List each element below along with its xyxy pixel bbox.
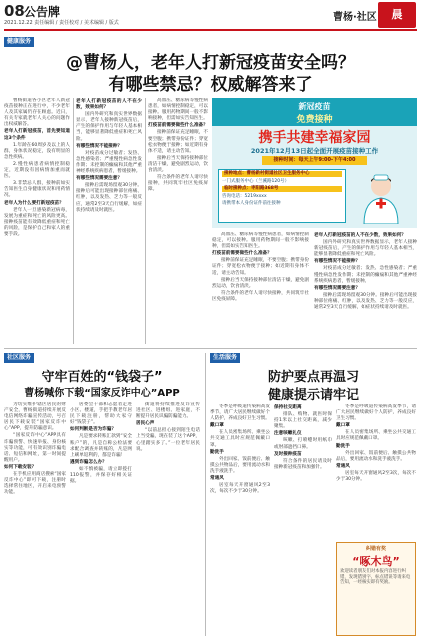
subheading: 戴口罩 [336,423,350,429]
paragraph: 1.年龄在60周岁及以上的人群，身体状况稳定，没有明显的急性疾病。 [4,142,70,160]
top-article-column-5 [314,232,417,344]
poster-info-box [218,169,346,223]
paragraph: 国内外研究和真实世界数据显示，老年人接种新冠疫苗后，产生的保护作用与年轻人基本相当，能够显著降低重症和死亡风险。 [314,240,417,258]
paragraph: 曹杨街道各小区老年人新冠疫苗接种正在进行中，不少老年人及其家属仍存在顾虑。近日，有关专家就老年人关心的问题作出权威解答。 [4,98,70,128]
paragraph: 接种后需现场留观30分钟。接种后可能出现接种部位疼痛、红肿，以及发热、乏力等一般反应，通常2至3天自行缓解，如症状持续请及时就医。 [314,292,417,311]
column-divider [145,98,146,344]
bottom-right-column-2 [274,404,332,636]
page-header [0,0,421,34]
paragraph: 3.非禁忌人群，接种前如实告知医生自身健康状况和用药情况。 [4,181,70,199]
paragraph: 老年人一旦感染新冠病毒，发展为重症和死亡的风险更高。接种疫苗能有效降低重症和死亡的风险，是保护自己和家人的重要手段。 [4,207,70,237]
paragraph: 街道将持续推进反诈宣传进社区、进楼组、进家庭，不断提升居民识骗防骗能力。 [136,402,200,420]
top-headline-line2: 有哪些禁忌？权威解答来了 [108,75,313,95]
poster-info-line: 一门式服务中心（兰溪路120号） [222,178,290,184]
page-number: 08 [4,2,25,20]
paragraph: 外出回家、饭前便后、触摸公共物品后，要用流动水和洗手液洗手。 [336,450,416,462]
paragraph: 排队、购物、就医时保持1米以上社交距离，减少聚集。 [274,412,332,430]
paragraph: 高血压、糖尿病等慢性病患者，如病情控制稳定，可以接种。服用药物期间一般不影响接种，但需如实告知医生。 [148,98,208,122]
subheading: 有哪些情况需要注意？ [76,176,122,182]
subheading: 常通风 [336,463,350,469]
paragraph: 符合条件的老年人请尽快接种，共同筑牢社区免疫屏障。 [212,290,309,302]
bottom-left-column-3 [136,402,200,636]
top-article-column-3 [148,98,208,344]
paragraph: “国家反诈中心”APP具有诈骗预警、快速举报、身份核实等功能，可有效识别诈骗电话、短信和网址，第一时间提醒用户。 [4,433,66,463]
vaccine-poster [212,98,417,228]
subheading: 有哪些情况不能接种？ [314,259,360,265]
paragraph: 冬季是呼吸道传染病高发季节，请广大居民继续做好个人防护，养成良好卫生习惯。 [336,404,416,422]
paragraph: 国内外研究和真实世界数据显示，老年人接种新冠疫苗后，产生的保护作用与年轻人基本相当，能够显著降低重症和死亡风险。 [76,112,142,142]
poster-info-line: 请携带本人身份证件前往接种 [222,201,281,207]
poster-banner [212,98,417,126]
poster-subtitle: 2021年12月13日起全面开展疫苗接种工作 [250,147,379,155]
bottom-left-headline-line1: 守牢百姓的“钱袋子” [41,370,163,385]
poster-banner-line2: 免费接种 [296,115,333,125]
proofreading-ad [336,542,416,636]
top-article-column-2 [76,98,142,344]
top-article-tag: 健康服务 [4,37,34,47]
brand-text: 曹杨·社区 [333,12,377,23]
paragraph: 在人员密集场所、乘坐公共交通工具时应规范佩戴口罩。 [210,430,270,448]
paragraph: 在手机应用商店搜索“国家反诈中心”即可下载，注册时选择常住地区，开启来电预警功能。 [4,472,66,496]
paragraph: 居室每天开窗通风2至3次，每次不少于30分钟。 [210,483,270,495]
bottom-right-tag: 生活服务 [210,353,240,363]
paragraph: 接种后需现场留观30分钟。接种后可能出现接种部位疼痛、红肿，以及发热、乏力等一般反应，通常2至3天自行缓解，如症状持续请及时就医。 [76,183,142,213]
paragraph: 如不慎被骗，请立即拨打110报警，并保存好相关证据。 [70,466,132,485]
poster-info-line: 临时接种点：枣阳路368号 [222,186,342,192]
paragraph: 外出回家、饭前便后、触摸公共物品后，要用流动水和洗手液洗手。 [210,456,270,474]
section-title: 公告牌 [24,5,61,19]
subheading: 如何下载安装？ [4,464,37,470]
subheading: 保持社交距离 [274,405,302,410]
bottom-right-headline-line2: 健康提示请牢记 [267,388,359,403]
edition-info: 2021.12.22 责任编辑 / 责任校对 / 美术编辑 / 版式 [4,20,119,26]
bottom-left-tag: 社区服务 [4,353,34,363]
paragraph: 对疫苗成分过敏者；发热、急性感染者；严重慢性病急性发作期；未控制的癫痫和其他严重神经系统疾病患者，暂缓接种。 [314,266,417,284]
bottom-left-column-1 [4,402,66,636]
paragraph: 为切实维护辖区居民的财产安全，曹杨街道持续开展反电信网络诈骗宣传活动，号召居民下载安装“国家反诈中心”APP，提升防骗意识。 [4,402,66,432]
paragraph: 接种后当天保持接种部位清洁干燥，避免剧烈运动，饮食清淡。 [212,277,309,289]
bottom-right-column-3 [336,404,416,538]
subheading: 老年人打新冠疫苗，首先要知道这3个条件 [4,129,70,141]
brand-logo: 晨 [378,2,416,28]
subheading: 注意咳嗽礼仪 [274,431,302,437]
subheading: 常通风 [210,476,224,482]
subheading: 打疫苗前需要做些什么准备？ [212,251,272,257]
subheading: 老年人为什么要打新冠疫苗？ [4,200,64,206]
ad-top: 纠错有奖 [365,546,386,552]
ad-title: “啄木鸟” [352,555,400,568]
subheading: 勤洗手 [210,449,224,455]
subheading: 老年人打新冠疫苗的人不在少数，效果如何？ [76,99,142,111]
ad-body: 欢迎读者朋友们对本报内容进行纠错，发现错别字、标点错误等请来电告知，一经核实即有奖励。 [340,569,411,586]
paragraph: 2.慢性病患者病情控制稳定，近期没有因病情加重而就医。 [4,161,70,180]
paragraph: 高血压、糖尿病等慢性病患者，如病情控制稳定，可以接种。服用药物期间一般不影响接种，但需如实告知医生。 [212,232,309,250]
paragraph: 接种前保证充足睡眠，不要空腹；携带身份证件；穿宽松衣物便于接种；如近期有身体不适，请主动告知。 [148,130,208,154]
paragraph: 接种前保证充足睡眠，不要空腹；携带身份证件；穿宽松衣物便于接种；如近期有身体不适，请主动告知。 [212,258,309,276]
top-article-column-1 [4,98,70,344]
subheading: 及时接种疫苗 [274,451,302,457]
paragraph: 咳嗽、打喷嚏时用纸巾或肘部遮挡口鼻。 [274,438,332,450]
paragraph: 接种后当天保持接种部位清洁干燥，避免剧烈运动，饮食清淡。 [148,155,208,174]
subheading: 如何判断是否为诈骗？ [70,427,116,433]
poster-info-line: 接种地点：曹杨新村街道社区卫生服务中心 [222,171,342,177]
subheading: 戴口罩 [210,423,224,429]
subheading: 老年人打新冠疫苗的人不在少数，效果如何？ [314,233,406,238]
paragraph: 居委会干部和志愿者走进小区、楼道，手把手教老年居民下载注册，帮助大家守好“钱袋子”。 [70,402,132,426]
paragraph: 符合条件的老年人请尽快接种，共同筑牢社区免疫屏障。 [148,175,208,193]
paragraph: 对疫苗成分过敏者；发热、急性感染者；严重慢性病急性发作期；未控制的癫痫和其他严重神经系统疾病患者，暂缓接种。 [76,150,142,175]
subheading: 有哪些情况不能接种？ [76,143,122,149]
paragraph: 冬季是呼吸道传染病高发季节，请广大居民继续做好个人防护，养成良好卫生习惯。 [210,404,270,422]
paragraph: 在人员密集场所、乘坐公共交通工具时应规范佩戴口罩。 [336,430,416,442]
section-divider [4,348,417,349]
subheading: 勤洗手 [336,443,350,449]
subheading: 有哪些情况需要注意？ [314,285,360,291]
bottom-left-column-2 [70,402,132,636]
subheading: 遇到诈骗怎么办？ [70,459,107,465]
poster-title: 携手共建幸福家园 [258,130,371,146]
subheading: 打疫苗前需要做些什么准备？ [148,123,208,129]
bottom-right-column-1 [210,404,270,636]
poster-date-bar: 接种时间：每天上午9:00-下午4:00 [262,156,367,165]
poster-info-line: 咨询电话：5219xxxx [222,193,267,199]
subheading: 居民心声 [136,421,155,427]
bottom-right-headline-line1: 防护要点再温习 [267,370,359,385]
column-divider [205,353,206,636]
header-rule [4,29,417,31]
top-headline-line1: @曹杨人，老年人打新冠疫苗安全吗？ [66,53,355,73]
poster-banner-line1: 新冠疫苗 [298,102,331,111]
nurse-icon [352,172,410,224]
paragraph: 凡是要求转账汇款到“安全账户”的，凡是自称公检法要求配合调查并转账的，凡是网上刷单返利的，都是诈骗！ [70,434,132,458]
column-divider [73,98,74,344]
paragraph: 符合条件的居民请及时接种新冠疫苗和加强针。 [274,458,332,470]
bottom-left-headline-line2: 曹杨喊你下载“国家反诈中心”APP [24,388,180,399]
top-article-column-4 [212,232,309,344]
paragraph: “以前总担心接到陌生电话上当受骗，现在装了这个APP，心里踏实多了。”一位老年居民说。 [136,428,200,452]
paragraph: 居室每天开窗通风2至3次，每次不少于30分钟。 [336,470,416,483]
